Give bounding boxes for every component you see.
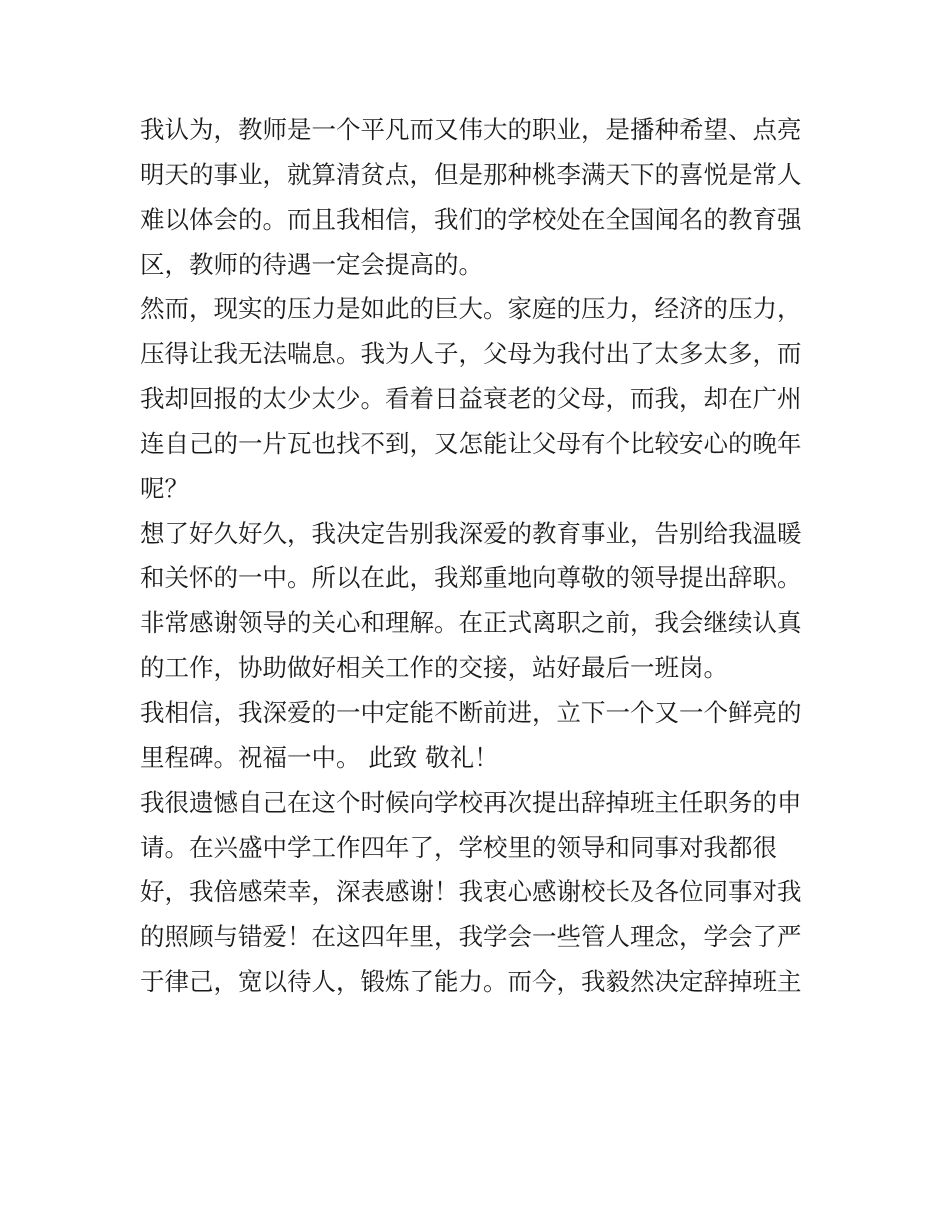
text-line: 呢？ (140, 473, 189, 503)
text-line: 难以体会的。而且我相信，我们的学校处在全国闻名的教育强 (140, 204, 802, 234)
text-line: 然而，现实的压力是如此的巨大。家庭的压力，经济的压力， (140, 294, 802, 324)
text-line: 和关怀的一中。所以在此，我郑重地向尊敬的领导提出辞职。 (140, 563, 802, 593)
text-line: 非常感谢领导的关心和理解。在正式离职之前，我会继续认真 (140, 608, 802, 638)
text-line: 想了好久好久，我决定告别我深爱的教育事业，告别给我温暖 (140, 518, 802, 548)
text-line: 的工作，协助做好相关工作的交接，站好最后一班岗。 (140, 653, 728, 683)
document-body (140, 108, 820, 1005)
text-line: 里程碑。祝福一中。 此致 敬礼！ (140, 742, 499, 772)
text-line: 我相信，我深爱的一中定能不断前进，立下一个又一个鲜亮的 (140, 697, 802, 727)
text-line: 我很遗憾自己在这个时候向学校再次提出辞掉班主任职务的申 (140, 787, 802, 817)
text-line: 连自己的一片瓦也找不到，又怎能让父母有个比较安心的晚年 (140, 428, 802, 458)
text-line: 于律己，宽以待人，锻炼了能力。而今，我毅然决定辞掉班主 (140, 967, 802, 997)
text-line: 请。在兴盛中学工作四年了，学校里的领导和同事对我都很 (140, 832, 777, 862)
text-line: 明天的事业，就算清贫点，但是那种桃李满天下的喜悦是常人 (140, 159, 802, 189)
text-line: 区，教师的待遇一定会提高的。 (140, 249, 483, 279)
text-line: 的照顾与错爱！在这四年里，我学会一些管人理念，学会了严 (140, 922, 802, 952)
text-line: 我却回报的太少太少。看着日益衰老的父母，而我，却在广州 (140, 384, 802, 414)
text-line: 好，我倍感荣幸，深表感谢！我衷心感谢校长及各位同事对我 (140, 877, 802, 907)
text-line: 压得让我无法喘息。我为人子，父母为我付出了太多太多，而 (140, 339, 802, 369)
text-line: 我认为，教师是一个平凡而又伟大的职业，是播种希望、点亮 (140, 115, 802, 144)
